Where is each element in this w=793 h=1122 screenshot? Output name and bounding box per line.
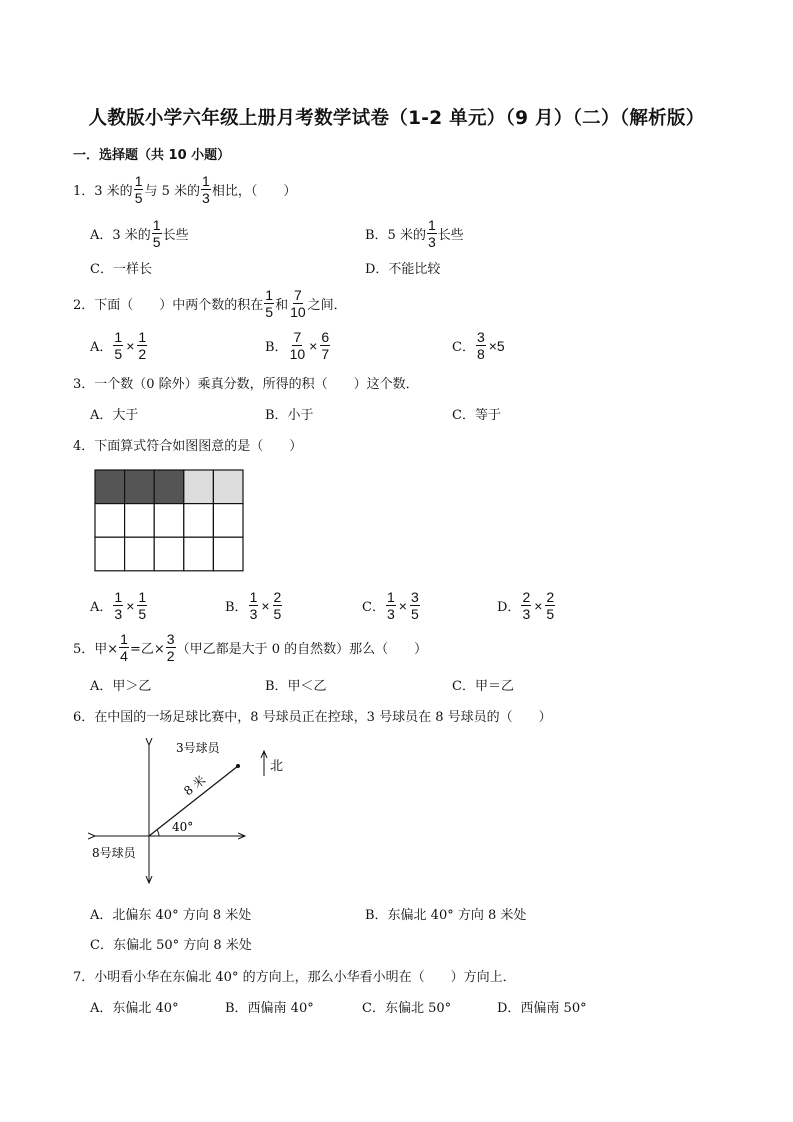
q7-option-b[interactable]: B．西偏南 40° [225, 1001, 314, 1016]
q1-option-b-label: B．5 米的 [365, 228, 426, 243]
q5-stem-pre: 5．甲× [73, 642, 119, 657]
grid-cell [154, 537, 184, 571]
q2-option-b-fraction-2: $\frac{6}{7}$ [321, 329, 330, 362]
q2-option-a-label: A． [90, 340, 113, 355]
grid-cell [184, 470, 214, 504]
q1-option-b-text: 长些 [437, 228, 464, 243]
q4-option-c[interactable] [362, 590, 421, 621]
q4-option-d-fraction-1: $\frac{2}{3}$ [522, 589, 531, 622]
q1-option-b[interactable] [365, 218, 464, 249]
q3-option-c[interactable]: C．等于 [452, 408, 501, 423]
q4-option-c-fraction-1: $\frac{1}{3}$ [386, 589, 395, 622]
question-3: 3．一个数（0 除外）乘真分数，所得的积（ ）这个数． [73, 377, 419, 392]
q6-option-c[interactable]: C．东偏北 50° 方向 8 米处 [90, 938, 252, 953]
q2-option-c-tail: ×5 [488, 337, 505, 354]
q1-stem-post: 相比，（ ） [211, 184, 297, 199]
q2-option-a-fraction-1: $\frac{1}{5}$ [114, 329, 123, 362]
page-title: 人教版小学六年级上册月考数学试卷（1-2 单元）（9 月）（二）（解析版） [88, 108, 705, 129]
q2-fraction-2: $\frac{7}{10}$ [290, 287, 306, 320]
question-2 [73, 288, 347, 319]
q7-option-d[interactable]: D．西偏南 50° [497, 1001, 587, 1016]
q4-option-d-label: D． [497, 600, 521, 615]
q1-stem-mid: 与 5 米的 [144, 184, 201, 199]
grid-cell [184, 504, 214, 538]
times-sign: × [126, 597, 135, 614]
q2-option-a[interactable] [90, 330, 148, 361]
q2-fraction-1: $\frac{1}{5}$ [265, 287, 274, 320]
q4-option-a-label: A． [90, 600, 113, 615]
question-5 [73, 632, 427, 663]
q2-option-c[interactable] [452, 330, 507, 361]
q4-option-a[interactable] [90, 590, 148, 621]
q1-option-a[interactable] [90, 218, 189, 249]
q4-option-c-fraction-2: $\frac{3}{5}$ [410, 589, 419, 622]
q1-option-a-label: A．3 米的 [90, 228, 151, 243]
q1-option-d[interactable]: D．不能比较 [365, 262, 441, 277]
grid-cell [213, 504, 243, 538]
question-7: 7．小明看小华在东偏北 40° 的方向上，那么小华看小明在（ ）方向上． [73, 970, 516, 985]
q2-option-b[interactable] [265, 330, 331, 361]
q2-stem-post: 之间． [307, 298, 347, 313]
q7-option-a[interactable]: A．东偏北 40° [90, 1001, 179, 1016]
q6-option-a[interactable]: A．北偏东 40° 方向 8 米处 [90, 908, 252, 923]
q6-option-b[interactable]: B．东偏北 40° 方向 8 米处 [365, 908, 527, 923]
q4-option-d[interactable] [497, 590, 556, 621]
q2-option-b-label: B． [265, 340, 288, 355]
grid-cell [95, 537, 125, 571]
times-sign: × [261, 597, 270, 614]
q2-option-c-fraction: $\frac{3}{8}$ [476, 329, 485, 362]
times-sign: × [534, 597, 543, 614]
player-3-label: 3号球员 [176, 741, 220, 755]
q1-fraction-1: $\frac{1}{5}$ [134, 173, 143, 206]
q5-stem-mid: =乙× [129, 642, 165, 657]
q5-fraction-2: $\frac{3}{2}$ [166, 631, 175, 664]
times-sign: × [398, 597, 407, 614]
q4-option-b[interactable] [225, 590, 283, 621]
q2-option-a-fraction-2: $\frac{1}{2}$ [138, 329, 147, 362]
north-label: 北 [270, 759, 284, 774]
q2-option-b-fraction-1: $\frac{7}{10}$ [289, 329, 306, 362]
q5-option-a[interactable]: A．甲＞乙 [90, 679, 152, 694]
q3-option-b[interactable]: B．小于 [265, 408, 314, 423]
q4-option-b-fraction-1: $\frac{1}{3}$ [249, 589, 258, 622]
grid-cell [95, 504, 125, 538]
player-8-label: 8号球员 [92, 846, 136, 860]
times-sign: × [309, 337, 318, 354]
q4-option-c-label: C． [362, 600, 385, 615]
grid-cell [184, 537, 214, 571]
grid-cell [95, 470, 125, 504]
player-3-point [236, 764, 240, 768]
q1-option-a-text: 长些 [162, 228, 189, 243]
angle-label: 40° [172, 820, 194, 834]
grid-cell [125, 470, 155, 504]
q7-option-c[interactable]: C．东偏北 50° [362, 1001, 452, 1016]
grid-cell [125, 504, 155, 538]
q5-option-c[interactable]: C．甲＝乙 [452, 679, 514, 694]
grid-cell [213, 470, 243, 504]
q1-option-c[interactable]: C．一样长 [90, 262, 152, 277]
question-1 [73, 174, 296, 205]
q2-option-c-label: C． [452, 340, 475, 355]
direction-diagram [88, 736, 298, 888]
q3-option-a[interactable]: A．大于 [90, 408, 139, 423]
q2-stem-pre: 2．下面（ ）中两个数的积在 [73, 298, 264, 313]
fraction-grid-figure [94, 469, 244, 572]
distance-label: 8 米 [181, 772, 209, 799]
grid-cell [125, 537, 155, 571]
q1-fraction-2: $\frac{1}{3}$ [202, 173, 210, 206]
q2-stem-mid: 和 [275, 298, 289, 313]
grid-cell [154, 504, 184, 538]
q1-option-b-fraction: $\frac{1}{3}$ [427, 217, 436, 250]
q4-option-b-label: B． [225, 600, 248, 615]
q4-option-b-fraction-2: $\frac{2}{5}$ [273, 589, 282, 622]
q4-option-d-fraction-2: $\frac{2}{5}$ [546, 589, 555, 622]
q5-fraction-1: $\frac{1}{4}$ [120, 631, 128, 664]
question-4: 4．下面算式符合如图图意的是（ ） [73, 439, 303, 454]
q5-stem-post: （甲乙都是大于 0 的自然数）那么（ ） [176, 642, 428, 657]
q4-option-a-fraction-1: $\frac{1}{3}$ [114, 589, 123, 622]
times-sign: × [126, 337, 135, 354]
grid-cell [154, 470, 184, 504]
section-heading: 一．选择题（共 10 小题） [73, 148, 231, 163]
q1-stem-pre: 1．3 米的 [73, 184, 133, 199]
q4-option-a-fraction-2: $\frac{1}{5}$ [138, 589, 147, 622]
question-6: 6．在中国的一场足球比赛中，8 号球员正在控球，3 号球员在 8 号球员的（ ） [73, 710, 552, 725]
q5-option-b[interactable]: B．甲＜乙 [265, 679, 327, 694]
q1-option-a-fraction: $\frac{1}{5}$ [152, 217, 161, 250]
angle-arc [157, 830, 159, 836]
grid-cell [213, 537, 243, 571]
